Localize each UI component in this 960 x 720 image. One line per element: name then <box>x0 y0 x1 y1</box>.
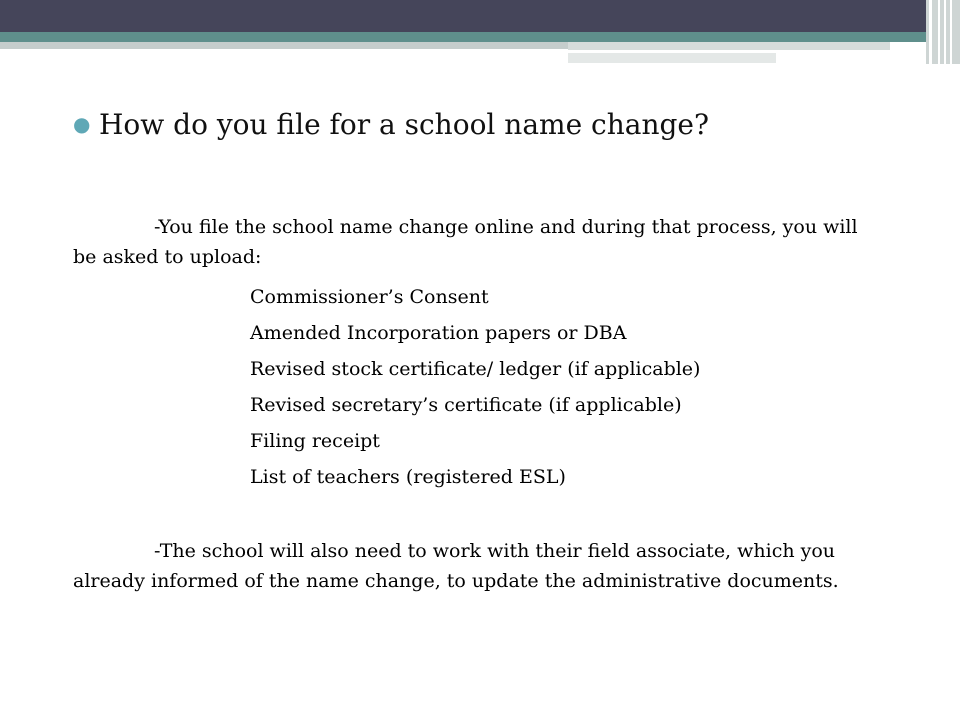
decor-vertical-line <box>938 0 940 64</box>
upload-list <box>250 282 700 498</box>
decor-vertical-line <box>950 0 952 64</box>
decor-step <box>568 53 776 63</box>
decor-vertical-line <box>929 0 932 64</box>
decor-vertical-line <box>944 0 946 64</box>
bullet-icon: ● <box>73 112 91 136</box>
header-band <box>0 0 960 32</box>
slide-heading-text: How do you file for a school name change? <box>99 108 709 141</box>
list-item: Filing receipt <box>250 430 380 452</box>
list-item: Revised stock certificate/ ledger (if applicable) <box>250 358 701 380</box>
instructions-text: -You file the school name change online and during that process, you will be asked to upload: <box>73 216 858 268</box>
field-associate-text: -The school will also need to work with their field associate, which you already informed of the name change, to update the administrative documents. <box>73 540 839 592</box>
list-item: List of teachers (registered ESL) <box>250 466 566 488</box>
list-item: Commissioner’s Consent <box>250 286 489 308</box>
decor-step <box>568 42 890 50</box>
slide-heading <box>73 104 933 145</box>
decor-step <box>0 42 568 49</box>
field-associate-paragraph <box>73 536 873 596</box>
instructions-paragraph <box>73 212 873 272</box>
list-item: Amended Incorporation papers or DBA <box>250 322 627 344</box>
accent-stripe <box>0 32 930 42</box>
list-item: Revised secretary’s certificate (if applicable) <box>250 394 682 416</box>
